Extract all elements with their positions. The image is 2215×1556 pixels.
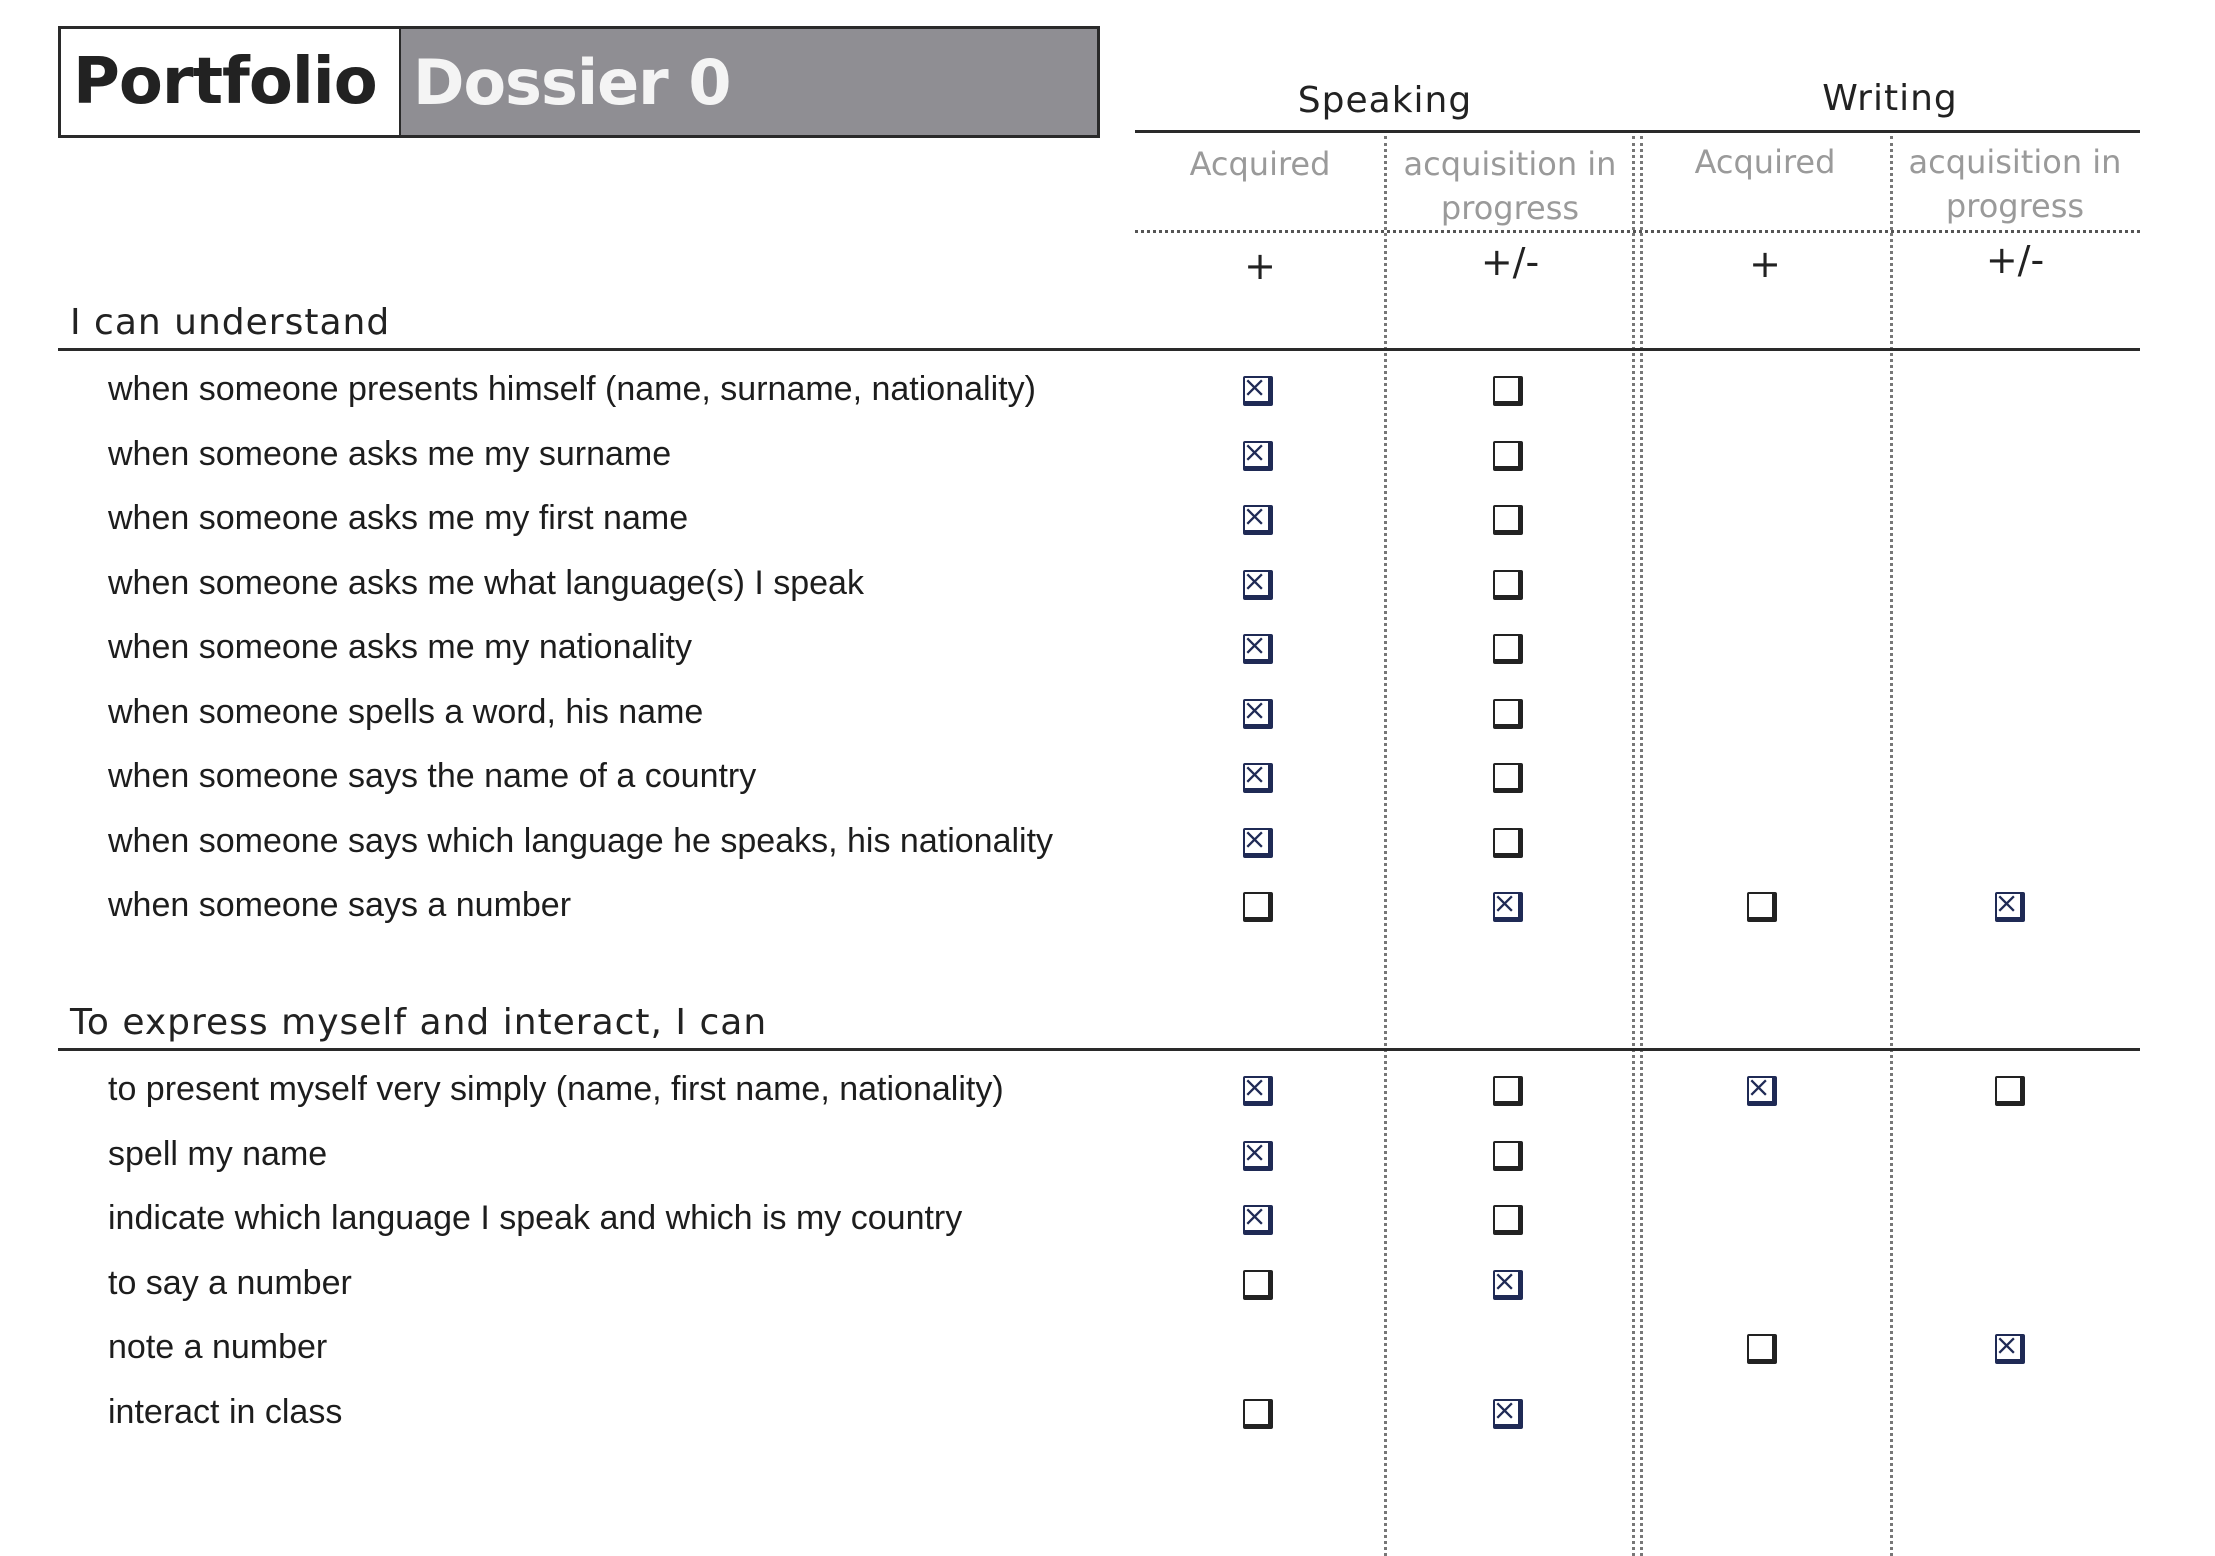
item-label: when someone asks me my surname	[108, 434, 672, 473]
writing-in-progress-checkbox[interactable]	[1995, 1334, 2025, 1364]
section-title: To express myself and interact, I can	[70, 1002, 768, 1043]
subheader-rule	[1135, 230, 2140, 233]
speaking-header: Speaking	[1297, 80, 1473, 121]
speaking-acquired-header: Acquired	[1189, 145, 1331, 183]
speaking-acquired-checkbox[interactable]	[1243, 1270, 1273, 1300]
writing-acquired-checkbox[interactable]	[1747, 892, 1777, 922]
item-label: spell my name	[108, 1134, 328, 1173]
speaking-in-progress-checkbox[interactable]	[1493, 634, 1523, 664]
speaking-acquired-checkbox[interactable]	[1243, 505, 1273, 535]
speaking-acquired-checkbox[interactable]	[1243, 1205, 1273, 1235]
writing-in-progress-checkbox[interactable]	[1995, 892, 2025, 922]
speaking-in-progress-checkbox[interactable]	[1493, 441, 1523, 471]
speaking-acquired-checkbox[interactable]	[1243, 570, 1273, 600]
item-label: to say a number	[108, 1263, 352, 1302]
writing-plus: +	[1749, 242, 1781, 286]
item-label: to present myself very simply (name, first name, nationality)	[108, 1070, 1004, 1108]
speaking-in-progress-checkbox[interactable]	[1493, 1270, 1523, 1300]
speaking-in-progress-checkbox[interactable]	[1493, 1141, 1523, 1171]
speaking-acquired-checkbox[interactable]	[1243, 441, 1273, 471]
item-label: when someone says a number	[108, 886, 572, 924]
speaking-plus-minus: +/-	[1480, 240, 1540, 284]
writing-acquired-checkbox[interactable]	[1747, 1334, 1777, 1364]
writing-plus-minus: +/-	[1985, 238, 2045, 282]
item-label: when someone asks me my nationality	[108, 628, 692, 666]
speaking-in-progress-checkbox[interactable]	[1493, 828, 1523, 858]
speaking-acquired-checkbox[interactable]	[1243, 828, 1273, 858]
item-label: note a number	[108, 1328, 328, 1366]
writing-header: Writing	[1822, 78, 1958, 119]
writing-in-progress-checkbox[interactable]	[1995, 1076, 2025, 1106]
speaking-acquired-checkbox[interactable]	[1243, 1141, 1273, 1171]
title-box	[58, 26, 1100, 138]
speaking-in-progress-checkbox[interactable]	[1493, 763, 1523, 793]
speaking-acquired-checkbox[interactable]	[1243, 1399, 1273, 1429]
item-label: when someone presents himself (name, surname, nationality)	[108, 370, 1036, 408]
writing-acquired-checkbox[interactable]	[1747, 1076, 1777, 1106]
speaking-in-progress-checkbox[interactable]	[1493, 376, 1523, 406]
speaking-acquired-checkbox[interactable]	[1243, 763, 1273, 793]
section-title: I can understand	[70, 302, 391, 343]
item-label: when someone asks me my first name	[108, 499, 689, 537]
speaking-acquired-checkbox[interactable]	[1243, 892, 1273, 922]
item-label: when someone spells a word, his name	[108, 692, 704, 731]
writing-in-progress-header: acquisition in progress	[1908, 143, 2122, 225]
item-label: when someone says the name of a country	[108, 757, 757, 795]
speaking-plus: +	[1244, 244, 1276, 288]
speaking-in-progress-checkbox[interactable]	[1493, 570, 1523, 600]
item-label: interact in class	[108, 1392, 343, 1431]
item-label: when someone says which language he speaks, his nationality	[108, 821, 1054, 860]
writing-acquired-header: Acquired	[1694, 143, 1836, 181]
speaking-acquired-checkbox[interactable]	[1243, 699, 1273, 729]
section-rule	[58, 348, 2140, 351]
speaking-acquired-checkbox[interactable]	[1243, 1076, 1273, 1106]
header-rule	[1135, 130, 2140, 133]
speaking-in-progress-checkbox[interactable]	[1493, 1205, 1523, 1235]
section-rule	[58, 1048, 2140, 1051]
item-label: when someone asks me what language(s) I speak	[108, 563, 864, 602]
speaking-in-progress-checkbox[interactable]	[1493, 699, 1523, 729]
dossier-title: Dossier 0	[401, 29, 1097, 135]
speaking-acquired-checkbox[interactable]	[1243, 634, 1273, 664]
item-label: indicate which language I speak and which is my country	[108, 1199, 963, 1237]
speaking-acquired-checkbox[interactable]	[1243, 376, 1273, 406]
speaking-in-progress-checkbox[interactable]	[1493, 892, 1523, 922]
speaking-in-progress-header: acquisition in progress	[1403, 145, 1617, 227]
speaking-in-progress-checkbox[interactable]	[1493, 1399, 1523, 1429]
speaking-in-progress-checkbox[interactable]	[1493, 505, 1523, 535]
speaking-in-progress-checkbox[interactable]	[1493, 1076, 1523, 1106]
portfolio-title: Portfolio	[61, 29, 401, 135]
